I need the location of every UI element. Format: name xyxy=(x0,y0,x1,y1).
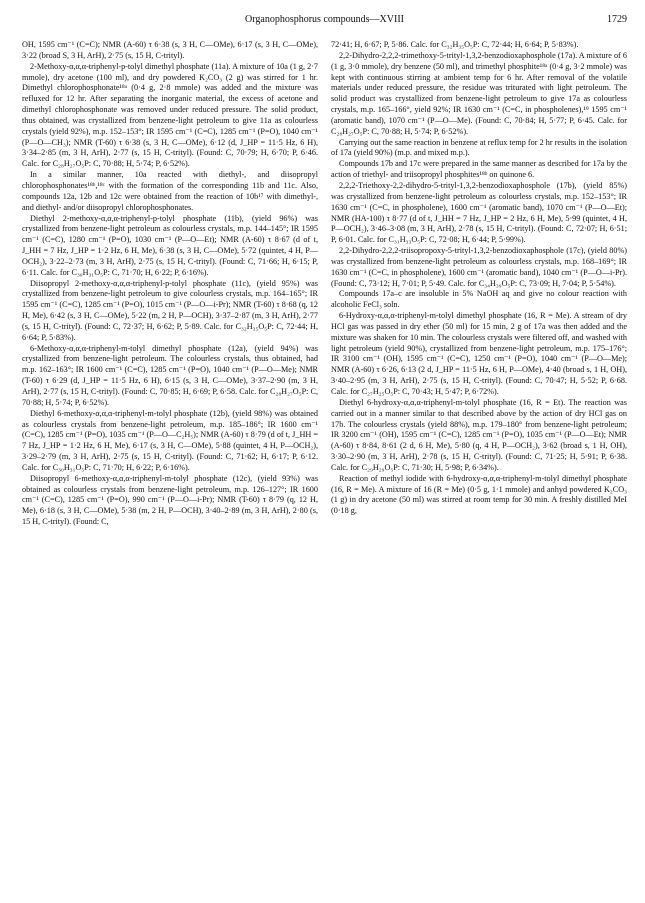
paragraph: 2-Methoxy-α,α,α-triphenyl-p-tolyl dimethyl phosphate (11a). A mixture of 10a (1 g, 2·7 mmole), dry acetone (100 ml), and dry powdered K₂CO₃ (2 g) was stirred for 1 hr. Dimethyl chlorophosphonate¹⁸ᵃ (0·4 g, 2·8 mmole) was added and the mixture was refluxed for 12 hr. After separating the inorganic material, the excess of acetone and dimethyl chlorophosphonate was removed under reduced pressure. The solid product, thus obtained, was crystallized from benzene-light petroleum to give 11a as colourless crystals (yield 92%), m.p. 152–153°; IR 1595 cm⁻¹ (C=C), 1285 cm⁻¹ (P=O), 1040 cm⁻¹ (P—O—CH₃); NMR (T-60) τ 6·38 (s, 3 H, C—OMe), 6·12 (d, J_HP = 11·5 Hz, 6 H), 3·34–2·85 (m, 3 H, ArH), 2·77 (s, 15 H, C-trityl). (Found: C, 70·79; H, 6·70; P, 6·46. Calc. for C₂₈H₂₇O₅P: C, 70·88; H, 5·74; P, 6·52%). xyxy=(22,61,318,169)
paragraph: Compounds 17a–c are insoluble in 5% NaOH aq and give no colour reaction with alcoholic FeCl₃ soln. xyxy=(331,289,627,310)
paragraph: Diisopropyl 2-methoxy-α,α,α-triphenyl-p-tolyl phosphate (11c), (yield 95%) was crystallized from benzene-light petroleum to give colourless crystals, m.p. 164–165°; IR 1595 cm⁻¹ (C=C), 1285 cm⁻¹ (P=O), 1015 cm⁻¹ (P—O—i-Pr); NMR (T-60) τ 8·68 (q, 12 H, Me), 6·42 (s, 3 H, C—OMe), 5·22 (m, 2 H, P—OCH), 3·37–2·87 (m, 3 H, ArH), 2·77 (s, 15 H, C-trityl). (Found: C, 72·37; H, 6·62; P, 5·89. Calc. for C₃₂H₃₅O₅P: C, 72·44; H, 6·64; P, 5·83%). xyxy=(22,278,318,342)
running-title: Organophosphorus compounds—XVIII xyxy=(245,14,404,25)
paragraph: Reaction of methyl iodide with 6-hydroxy-α,α,α-triphenyl-m-tolyl dimethyl phosphate (16, R = Me). A mixture of 16 (R = Me) (0·5 g, 1·1 mmole) and anhyd powdered K₂CO₃ (1 g) in dry acetone (50 ml) was stirred at room temp for 30 min. A freshly distilled MeI (0·18 g, xyxy=(331,473,627,516)
page-number: 1729 xyxy=(607,14,627,25)
paragraph: 6-Hydroxy-α,α,α-triphenyl-m-tolyl dimethyl phosphate (16, R = Me). A stream of dry HCl gas was passed in dry ether (50 ml) for 15 min, 2 g of 17a was then added and the mixture was shaken for 10 min. The colourless crystals were filtered off, and washed with light petroleum (yield 90%), crystallized from benzene-light petroleum, m.p. 175–176°; IR 3100 cm⁻¹ (OH), 1595 cm⁻¹ (C=C), 1250 cm⁻¹ (P=O), 1040 cm⁻¹ (P—O—Me); NMR (A-60) τ 6·26, 6·13 (2 d, J_HP = 11·5 Hz, 6 H, P—OMe), 4·40 (broad s, 1 H, OH), 3·40–2·95 (m, 3 H, ArH), 2·75 (s, 15 H, C-trityl). (Found: C, 70·47; H, 5·52; P, 6·68. Calc. for C₂₇H₂₅O₅P: C, 70·43; H, 5·47; P, 6·72%). xyxy=(331,311,627,396)
paragraph: Diethyl 2-methoxy-α,α,α-triphenyl-p-tolyl phosphate (11b), (yield 96%) was crystallized from benzene-light petroleum as colourless crystals, m.p. 144–145°; IR 1595 cm⁻¹ (C=C), 1280 cm⁻¹ (P=O), 1030 cm⁻¹ (P—O—Et); NMR (A-60) τ 8·67 (d of t, J_HH = 7 Hz, J_HP = 1·2 Hz, 6 H, Me), 6·38 (s, 3 H, C—OMe), 5·72 (quintet, 4 H, P—OCH₂), 3·22–2·73 (m, 3 H, ArH), 2·75 (s, 15 H, C-trityl). (Found: C, 71·66; H, 6·15; P, 6·11. Calc. for C₃₀H₃₁O₅P: C, 71·70; H, 6·22; P, 6·16%). xyxy=(22,213,318,277)
paragraph: Diethyl 6-hydroxy-α,α,α-triphenyl-m-tolyl phosphate (16, R = Et). The reaction was carried out in a manner similar to that described above by the action of dry HCl gas on 17b. The colourless crystals (yield 88%), m.p. 179–180° from benzene-light petroleum; IR 3200 cm⁻¹ (OH), 1595 cm⁻¹ (C=C), 1285 cm⁻¹ (P=O), 1035 cm⁻¹ (P—O—Et); NMR (A-60) τ 8·84, 8·61 (2 d, 6 H, Me), 5·80 (q, 4 H, P—OCH₂), 3·62 (broad s, 1 H, OH), 3·30–2·90 (m, 3 H, ArH), 2·78 (s, 15 H, C-trityl). (Found: C, 71·25; H, 5·91; P, 6·38. Calc. for C₂₉H₂₉O₅P: C, 71·30; H, 5·98; P, 6·34%). xyxy=(331,397,627,472)
paragraph: Diethyl 6-methoxy-α,α,α-triphenyl-m-tolyl phosphate (12b), (yield 98%) was obtained as colourless crystals from benzene-light petroleum, m.p. 185–186°; IR 1600 cm⁻¹ (C=C), 1285 cm⁻¹ (P=O), 1035 cm⁻¹ (P—O—C₂H₅); NMR (A-60) τ 8·79 (d of t, J_HH = 7 Hz, J_HP = 1·2 Hz, 6 H, Me), 6·17 (s, 3 H, C—OMe), 5·88 (quintet, 4 H, P—OCH₂), 3·29–2·79 (m, 3 H, ArH), 2·75 (s, 15 H, C-trityl). (Found: C, 71·62; H, 6·17; P, 6·12. Calc. for C₃₀H₃₁O₅P: C, 71·70; H, 6·22; P, 6·16%). xyxy=(22,408,318,472)
paragraph: In a similar manner, 10a reacted with diethyl-, and diisopropyl chlorophosphonates¹⁸ᵇ,¹⁸ᶜ with the formation of the corresponding 11b and 11c. Also, compounds 12a, 12b and 12c were obtained from the reaction of 10b¹⁷ with dimethyl-, and diethyl- and/or diisopropyl chlorophosphonates. xyxy=(22,170,318,212)
paragraph: OH, 1595 cm⁻¹ (C=C); NMR (A-60) τ 6·38 (s, 3 H, C—OMe), 6·17 (s, 3 H, C—OMe), 3·22 (broad S, 3 H, ArH), 2·75 (s, 15 H, C-trityl). xyxy=(22,40,318,60)
paragraph: 2,2-Dihydro-2,2,2-trimethoxy-5-trityl-1,3,2-benzodioxaphosphole (17a). A mixture of 6 (1 g, 3·0 mmole), dry benzene (50 ml), and trimethyl phosphite¹⁸ᵃ (0·4 g, 3·2 mmole) was kept with continuous stirring at ambient temp for 6 hr. After removal of the volatile materials under reduced pressure, the residue was triturated with light petroleum. The solid product was crystallized from benzene-light petroleum to give 17a as colourless crystals, m.p. 165–166°, yield 92%; IR 1630 cm⁻¹ (C=C, in phospholenes),¹⁹ 1595 cm⁻¹ (aromatic band), 1070 cm⁻¹ (P—O—Me). (Found: C, 70·84; H, 5·77; P, 6·45. Calc. for C₂₈H₂₇O₅P: C, 70·88; H, 5·74; P, 6·52%). xyxy=(331,50,627,136)
left-column xyxy=(22,40,318,890)
paragraph: 6-Methoxy-α,α,α-triphenyl-m-tolyl dimethyl phosphate (12a), (yield 94%) was crystallized from benzene-light petroleum. The colourless crystals, thus obtained, had m.p. 162–163°; IR 1600 cm⁻¹ (C=C), 1285 cm⁻¹ (P=O), 1040 cm⁻¹ (P—O—Me); NMR (T-60) τ 6·29 (d, J_HP = 11·5 Hz, 6 H), 6·15 (s, 3 H, C—OMe), 3·37–2·90 (m, 3 H, ArH), 2·77 (s, 15 H, C-trityl). (Found: C, 70·85; H, 6·69; P, 6·58. Calc. for C₂₈H₂₇O₅P: C, 70·88; H, 5·74; P, 6·52%). xyxy=(22,343,318,407)
paragraph: 72·41; H, 6·67; P, 5·86. Calc. for C₃₂H₃₅O₅P: C, 72·44; H, 6·64; P, 5·83%). xyxy=(331,40,579,49)
paragraph: 2,2-Dihydro-2,2,2-triisopropoxy-5-trityl-1,3,2-benzodioxaphosphole (17c), (yield 80%) was crystallized from benzene-light petroleum as colourless crystals, m.p. 168–169°; IR 1630 cm⁻¹ (C=C, in phospholene), 1600 cm⁻¹ (aromatic band), 1040 cm⁻¹ (P—O—i-Pr). (Found: C, 73·12; H, 7·01; P, 5·49. Calc. for C₃₄H₃₉O₅P: C, 73·09; H, 7·04; P, 5·54%). xyxy=(331,246,627,288)
paragraph: Compounds 17b and 17c were prepared in the same manner as described for 17a by the action of triethyl- and triisopropyl phosphites¹⁸ᵇ on quinone 6. xyxy=(331,159,627,180)
paragraph: 2,2,2-Triethoxy-2,2-dihydro-5-trityl-1,3,2-benzodioxaphosphole (17b), (yield 85%) was crystallized from benzene-light petroleum as colourless crystals, m.p. 152–153°; IR 1630 cm⁻¹ (C=C, in phospholene), 1600 cm⁻¹ (aromatic band), 1070 cm⁻¹ (P—O—Et); NMR (HA-100) τ 8·77 (d of t, J_HH = 7 Hz, J_HP = 2 Hz, 6 H, Me), 5·99 (quintet, 4 H, P—OCH₂), 3·46–3·08 (m, 3 H, ArH), 2·78 (s, 15 H, C-trityl). (Found: C, 72·07; H, 6·51; P, 6·01. Calc. for C₃₁H₃₃O₅P: C, 72·08; H, 6·44; P, 5·99%). xyxy=(331,180,627,245)
right-column xyxy=(331,40,627,890)
running-header xyxy=(22,14,627,30)
paragraph: Carrying out the same reaction in benzene at reflux temp for 2 hr results in the isolation of 17a (yield 90%) (m.p. and mixed m.p.). xyxy=(331,137,627,158)
paragraph: Diisopropyl 6-methoxy-α,α,α-triphenyl-m-tolyl phosphate (12c), (yield 93%) was obtained as colourless crystals from benzene-light petroleum, m.p. 126–127°; IR 1600 cm⁻¹ (C=C), 1285 cm⁻¹ (P=O), 990 cm⁻¹ (P—O—i-Pr); NMR (T-60) τ 8·79 (q, 12 H, Me), 6·18 (s, 3 H, C—OMe), 5·38 (m, 2 H, P—OCH), 3·40–2·89 (m, 3 H, ArH), 2·80 (s, 15 H, C-trityl). (Found: C, xyxy=(22,473,318,527)
text-columns xyxy=(22,40,627,890)
